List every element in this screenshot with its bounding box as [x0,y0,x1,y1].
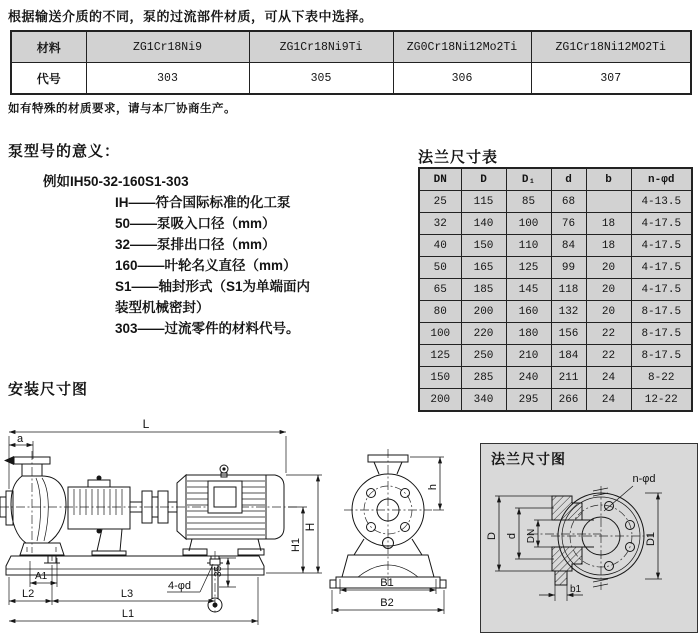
flange-table-title: 法兰尺寸表 [418,149,499,166]
dim-label-L2: L2 [22,588,35,600]
flange-cell: 20 [586,279,631,301]
note-text: 如有特殊的材质要求，请与本厂协商生产。 [8,103,236,115]
material-table-row [11,31,691,63]
flange-cell: DN [419,168,461,191]
flange-cell: 211 [551,367,586,389]
flange-cell: 22 [586,345,631,367]
flange-cell: 24 [586,389,631,412]
bearing-bracket [68,487,130,529]
flange-diagram-box [480,443,698,633]
model-example: 例如IH50-32-160S1-303 [43,174,189,189]
flange-cell: 4-17.5 [631,257,692,279]
dim-label-b1: b1 [570,584,582,595]
flange-table-header-row [419,168,692,191]
flange-table-row [419,213,692,235]
flange-cell: 32 [419,213,461,235]
pump-pedestal [20,543,64,555]
model-meaning-lines [115,192,408,339]
material-cell: ZG1Cr18Ni9 [86,31,249,63]
dim-label-L1: L1 [121,608,135,620]
flange-cell: 99 [551,257,586,279]
flange-cell: 100 [506,213,551,235]
flange-cell: 285 [461,367,506,389]
flange-cell: 4-17.5 [631,213,692,235]
anchor-bolt-nut [210,559,220,565]
material-table-row [11,63,691,95]
flange-table-row [419,367,692,389]
flange-cell: 65 [419,279,461,301]
flange-section-stem [555,571,567,585]
flange-cell: 185 [461,279,506,301]
flange-table-row [419,389,692,412]
dim-label-DN: DN [526,528,537,544]
model-line: 32——泵排出口径（mm） [115,237,276,252]
flange-cell: 4-13.5 [631,191,692,213]
flange-cell: 8-17.5 [631,301,692,323]
dim-label-a: a [17,433,24,445]
intro-text: 根据输送介质的不同，泵的过流部件材质，可从下表中选择。 [8,9,373,24]
flange-cell: 84 [551,235,586,257]
material-table [10,30,692,95]
dim-label-35: 35 [213,565,224,577]
flange-cell: 150 [461,235,506,257]
flange-cell: 118 [551,279,586,301]
flange-cell: 20 [586,301,631,323]
flange-table-row [419,235,692,257]
dim-label-L3: L3 [120,588,134,600]
flange-cell: 165 [461,257,506,279]
dim-label-bolt-holes: 4-φd [168,580,192,592]
dim-label-h: h [427,483,439,491]
flange-cell: 8-22 [631,367,692,389]
flange-table [418,167,693,412]
oil-plug-top [97,476,102,481]
flange-cell: 180 [506,323,551,345]
dim-label-D1: D1 [645,531,657,547]
terminal-box [208,481,242,513]
model-line: 303——过流零件的材料代号。 [115,321,300,336]
dim-label-d: d [506,532,518,540]
flange-cell: 76 [551,213,586,235]
dim-label-B2: B2 [380,597,394,609]
flange-table-row [419,279,692,301]
model-meaning-block [8,140,408,339]
dim-label-D: D [486,532,498,540]
flange-cell: 50 [419,257,461,279]
flange-cell: 68 [551,191,586,213]
material-cell: 303 [86,63,249,95]
flange-cell: 295 [506,389,551,412]
flange-cell: 200 [419,389,461,412]
material-row-label: 代号 [11,63,86,95]
flange-cell: 24 [586,367,631,389]
model-line: 50——泵吸入口径（mm） [115,216,276,231]
flange-diagram-drawing [481,444,696,631]
flange-cell: 220 [461,323,506,345]
flange-table-row [419,301,692,323]
flange-cell: 210 [506,345,551,367]
material-cell: 307 [531,63,691,95]
material-cell: ZG1Cr18Ni9Ti [249,31,393,63]
flange-table-row [419,257,692,279]
flange-cell: D₁ [506,168,551,191]
flange-cell: 156 [551,323,586,345]
model-line: 160——叶轮名义直径（mm） [115,258,297,273]
model-meaning-title: 泵型号的意义： [8,143,121,160]
flange-table-row [419,345,692,367]
material-row-label: 材料 [11,31,86,63]
flange-diagram-title: 法兰尺寸图 [491,451,566,467]
model-line: IH——符合国际标准的化工泵 [115,195,291,210]
flange-cell: 4-17.5 [631,279,692,301]
dim-label-H: H [303,522,317,532]
dim-label-L: L [142,417,150,431]
model-line: S1——轴封形式（S1为单端面内 [115,279,311,294]
flange-cell: 240 [506,367,551,389]
flange-cell: 22 [586,323,631,345]
flange-cell: 80 [419,301,461,323]
flange-cell: 250 [461,345,506,367]
material-table-body [11,31,691,94]
flange-cell [586,191,631,213]
flange-cell: 40 [419,235,461,257]
flange-cell: 110 [506,235,551,257]
flange-cell: 8-17.5 [631,345,692,367]
dim-label-A1: A1 [35,571,48,582]
flange-cell: 85 [506,191,551,213]
flange-cell: 145 [506,279,551,301]
flange-cell: 125 [419,345,461,367]
flange-table-row [419,191,692,213]
flange-cell: 266 [551,389,586,412]
installation-drawing [0,415,480,635]
flange-table-body [419,168,692,411]
material-cell: 305 [249,63,393,95]
flange-cell: 8-17.5 [631,323,692,345]
flange-cell: 20 [586,257,631,279]
flange-cell: 184 [551,345,586,367]
flange-cell: 140 [461,213,506,235]
material-cell: ZG0Cr18Ni12Mo2Ti [393,31,531,63]
material-cell: ZG1Cr18Ni12MO2Ti [531,31,691,63]
model-line: 装型机械密封） [115,300,210,315]
flange-cell: 100 [419,323,461,345]
flange-cell: 115 [461,191,506,213]
flange-cell: 125 [506,257,551,279]
installation-title: 安装尺寸图 [8,381,89,398]
flange-cell: b [586,168,631,191]
flange-cell: 200 [461,301,506,323]
flange-cell: n-φd [631,168,692,191]
flange-cell: d [551,168,586,191]
flange-cell: 340 [461,389,506,412]
dim-label-H1: H1 [290,537,302,553]
dim-label-n-holes: n-φd [632,473,656,485]
dim-label-B1: B1 [380,577,394,589]
flange-cell: 25 [419,191,461,213]
flange-cell: 18 [586,213,631,235]
material-cell: 306 [393,63,531,95]
flange-cell: 150 [419,367,461,389]
flange-cell: 12-22 [631,389,692,412]
flange-cell: 4-17.5 [631,235,692,257]
flange-table-row [419,323,692,345]
flange-cell: 160 [506,301,551,323]
flange-cell: 132 [551,301,586,323]
flange-cell: 18 [586,235,631,257]
flange-cell: D [461,168,506,191]
